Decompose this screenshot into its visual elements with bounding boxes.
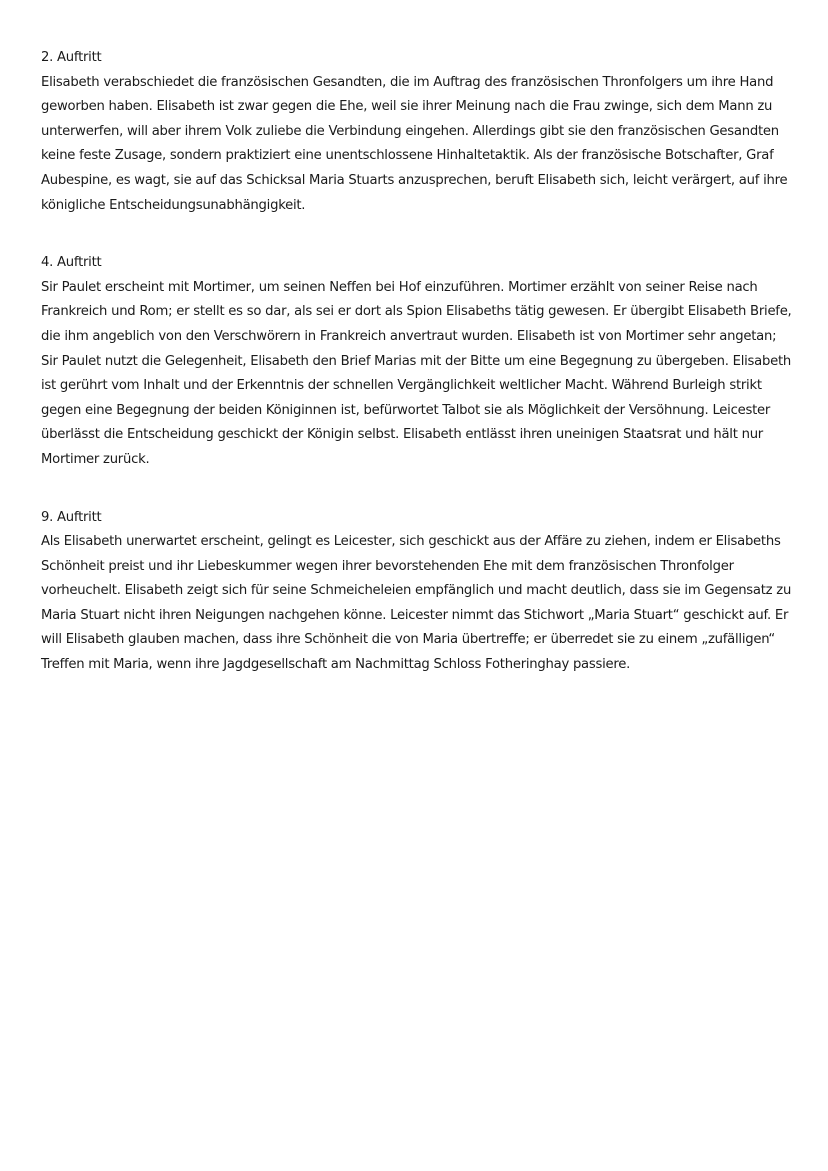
section-text: Elisabeth verabschiedet die französischen Gesandten, die im Auftrag des französischen Thronfolgers um ihre Hand geworben haben. Elisabeth ist zwar gegen die Ehe, weil sie ihrer Meinung nach die Frau zwinge, sich dem Mann zu unterwerfen, will aber ihrem Volk zuliebe die Verbindung eingehen. Allerdings gibt sie den französischen Gesandten keine feste Zusage, sondern praktiziert eine unentschlossene Hinhaltetaktik. Als der französische Botschafter, Graf Aubespine, es wagt, sie auf das Schicksal Maria Stuarts anzusprechen, beruft Elisabeth sich, leicht verärgert, auf ihre königliche Entscheidungsunabhängigkeit. (41, 74, 788, 213)
document-content (41, 46, 793, 711)
section-text: Sir Paulet erscheint mit Mortimer, um seinen Neffen bei Hof einzuführen. Mortimer erzählt von seiner Reise nach Frankreich und Rom; er stellt es so dar, als sei er dort als Spion Elisabeths tätig gewesen. Er übergibt Elisabeth Briefe, die ihm angeblich von den Verschwörern in Frankreich anvertraut wurden. Elisabeth ist von Mortimer sehr angetan; Sir Paulet nutzt die Gelegenheit, Elisabeth den Brief Marias mit der Bitte um eine Begegnung zu übergeben. Elisabeth ist gerührt vom Inhalt und der Erkenntnis der schnellen Vergänglichkeit weltlicher Macht. Während Burleigh strikt gegen eine Begegnung der beiden Königinnen ist, befürwortet Talbot sie als Möglichkeit der Versöhnung. Leicester überlässt die Entscheidung geschickt der Königin selbst. Elisabeth entlässt ihren uneinigen Staatsrat und hält nur Mortimer zurück. (41, 279, 792, 467)
section-heading: 2. Auftritt (41, 50, 102, 65)
section-heading: 9. Auftritt (41, 509, 102, 525)
section-auftritt-4 (41, 251, 793, 472)
section-auftritt-9 (41, 506, 793, 678)
section-text: Als Elisabeth unerwartet erscheint, gelingt es Leicester, sich geschickt aus der Affäre zu ziehen, indem er Elisabeths Schönheit preist und ihr Liebeskummer wegen ihrer bevorstehenden Ehe mit dem französischen Thronfolger vorheuchelt. Elisabeth zeigt sich für seine Schmeicheleien empfänglich und macht deutlich, dass sie im Gegensatz zu Maria Stuart nicht ihren Neigungen nachgehen könne. Leicester nimmt das Stichwort „Maria Stuart“ geschickt auf. Er will Elisabeth glauben machen, dass ihre Schönheit die von Maria übertreffe; er überredet sie zu einem „zufälligen“ Treffen mit Maria, wenn ihre Jagdgesellschaft am Nachmittag Schloss Fotheringhay passiere. (41, 534, 792, 673)
section-heading: 4. Auftritt (41, 255, 102, 271)
section-auftritt-2 (41, 46, 793, 218)
